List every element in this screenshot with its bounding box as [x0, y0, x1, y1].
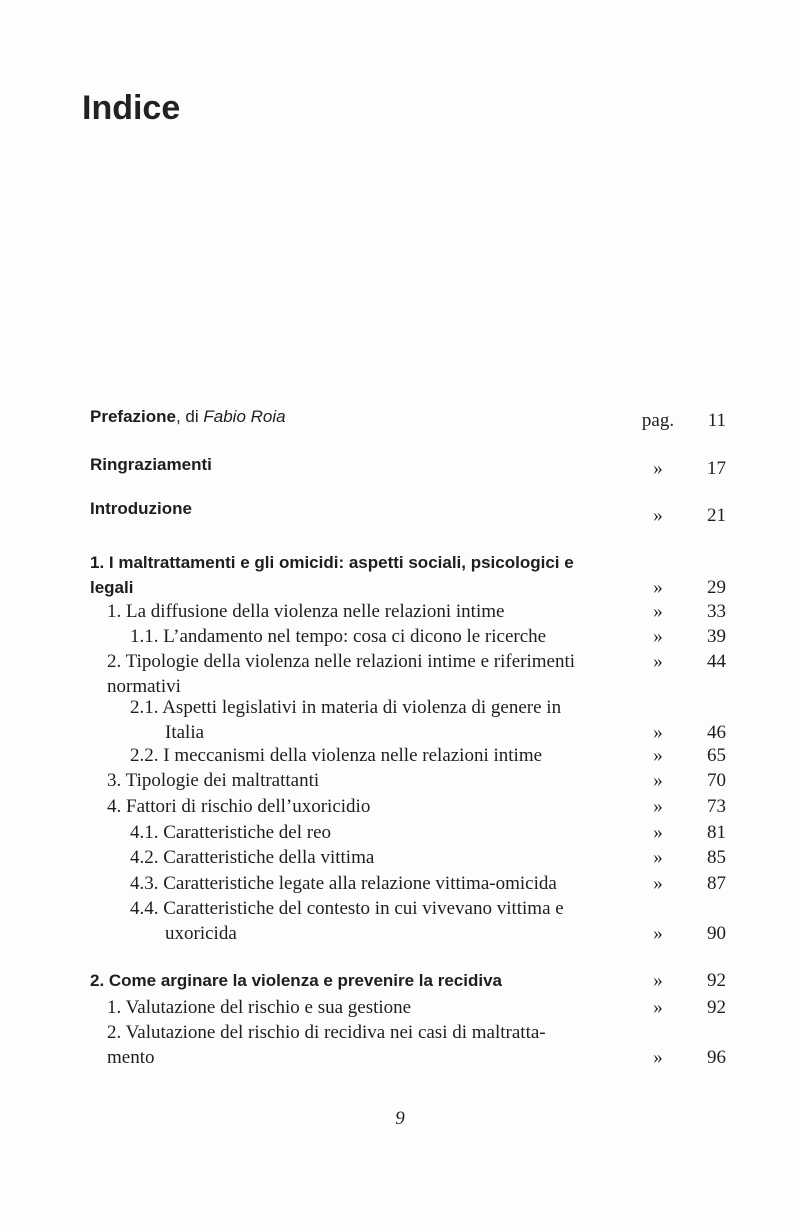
section-title: 3. Tipologie dei maltrattanti	[107, 770, 320, 791]
entry-title-connector: , di	[175, 407, 204, 426]
page-ref: 44	[707, 651, 726, 672]
ditto-marker: »	[653, 505, 663, 526]
ditto-marker: »	[653, 601, 663, 622]
page-ref: 46	[707, 722, 726, 743]
ditto-marker: »	[653, 970, 663, 991]
entry-title-bold: Prefazione	[90, 407, 176, 426]
ditto-marker: »	[653, 923, 663, 944]
page-ref: 29	[707, 577, 726, 598]
ditto-marker: »	[653, 626, 663, 647]
page-number: 9	[395, 1108, 405, 1129]
section-title-line-2: mento	[107, 1047, 155, 1068]
ditto-marker: »	[653, 651, 663, 672]
page-ref: 33	[707, 601, 726, 622]
chapter-title: 2. Come arginare la violenza e prevenire la recidiva	[90, 971, 502, 990]
section-title-line-1: 2. Valutazione del rischio di recidiva nei casi di maltratta-	[107, 1022, 546, 1043]
ditto-marker: »	[653, 458, 663, 479]
entry-author: Fabio Roia	[203, 407, 286, 426]
subsection-title: 4.2. Caratteristiche della vittima	[130, 847, 375, 868]
page-ref: 96	[707, 1047, 726, 1068]
ditto-marker: »	[653, 796, 663, 817]
ditto-marker: »	[653, 1047, 663, 1068]
page-ref: 92	[707, 970, 726, 991]
page-title: Indice	[82, 89, 181, 127]
subsection-title: 2.2. I meccanismi della violenza nelle relazioni intime	[130, 745, 543, 766]
subsection-title-line-2: Italia	[165, 722, 205, 743]
page-ref: 90	[707, 923, 726, 944]
chapter-title-line-2: legali	[90, 578, 134, 597]
subsection-title: 4.3. Caratteristiche legate alla relazione vittima-omicida	[130, 873, 557, 894]
entry-title	[90, 404, 286, 429]
entry-title: Ringraziamenti	[90, 455, 212, 474]
section-title-line-1: 2. Tipologie della violenza nelle relazioni intime e riferimenti	[107, 651, 576, 672]
ditto-marker: »	[653, 770, 663, 791]
ditto-marker: »	[653, 577, 663, 598]
subsection-title-line-2: uxoricida	[165, 923, 237, 944]
entry-title: Introduzione	[90, 499, 192, 518]
ditto-marker: »	[653, 822, 663, 843]
page-ref: 17	[707, 458, 726, 479]
subsection-title: 1.1. L’andamento nel tempo: cosa ci dicono le ricerche	[130, 626, 547, 647]
page-ref: 39	[707, 626, 726, 647]
section-title-line-2: normativi	[107, 676, 181, 697]
section-title: 1. Valutazione del rischio e sua gestione	[107, 997, 412, 1018]
subsection-title-line-1: 2.1. Aspetti legislativi in materia di violenza di genere in	[130, 697, 562, 718]
ditto-marker: »	[653, 847, 663, 868]
page-ref: 73	[707, 796, 726, 817]
ditto-marker: »	[653, 873, 663, 894]
subsection-title: 4.1. Caratteristiche del reo	[130, 822, 332, 843]
page-ref: 85	[707, 847, 726, 868]
ditto-marker: »	[653, 997, 663, 1018]
section-title: 1. La diffusione della violenza nelle relazioni intime	[107, 601, 505, 622]
ditto-marker: »	[653, 745, 663, 766]
page-ref: 21	[707, 505, 726, 526]
pag-marker: pag.	[641, 410, 675, 431]
page-ref: 87	[707, 873, 726, 894]
page-ref: 81	[707, 822, 726, 843]
page-ref: 92	[707, 997, 726, 1018]
page-ref: 70	[707, 770, 726, 791]
subsection-title-line-1: 4.4. Caratteristiche del contesto in cui vivevano vittima e	[130, 898, 564, 919]
ditto-marker: »	[653, 722, 663, 743]
section-title: 4. Fattori di rischio dell’uxoricidio	[107, 796, 371, 817]
page-ref: 65	[707, 745, 726, 766]
page-ref: 11	[707, 410, 726, 431]
chapter-title-line-1: 1. I maltrattamenti e gli omicidi: aspetti sociali, psicologici e	[90, 553, 574, 572]
